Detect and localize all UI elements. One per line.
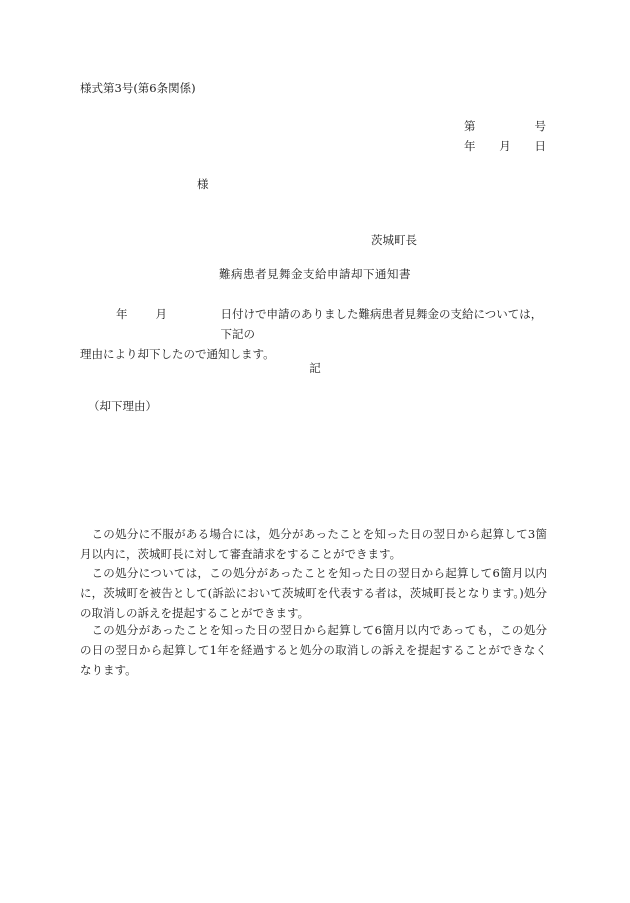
body-paragraph (80, 304, 547, 364)
rejection-reason-label: （却下理由） (88, 399, 157, 413)
form-id: 様式第3号(第6条関係) (80, 81, 196, 95)
notice-text: この処分に不服がある場合には，処分があったことを知った日の翌日から起算して3箇月以内に，茨城町長に対して審査請求をすることができます。 (80, 527, 547, 561)
notice-text: この処分があったことを知った日の翌日から起算して6箇月以内であっても，この処分の日の翌日から起算して1年を経過すると処分の取消しの訴えを提起することができなくなります。 (80, 623, 547, 677)
application-date (80, 304, 220, 344)
body-first-line (80, 304, 547, 344)
document-title: 難病患者見舞金支給申請却下通知書 (219, 267, 411, 281)
number-prefix: 第 (464, 119, 476, 133)
body-line2-text: 理由により却下したので通知します。 (80, 347, 275, 361)
date-day: 日 (534, 139, 546, 153)
body-line1-text: 日付けで申請のありました難病患者見舞金の支給については，下記の (220, 307, 543, 341)
application-year: 年 (116, 307, 128, 321)
appeal-notice-2 (80, 563, 547, 623)
issue-date-line (464, 138, 546, 154)
number-suffix: 号 (534, 119, 546, 133)
sender-name: 茨城町長 (371, 233, 417, 247)
ki-heading: 記 (309, 361, 321, 375)
date-year: 年 (464, 139, 476, 153)
recipient-suffix: 様 (197, 177, 209, 191)
appeal-notice-1 (80, 524, 547, 564)
appeal-notice-3 (80, 620, 547, 680)
notice-text: この処分については，この処分があったことを知った日の翌日から起算して6箇月以内に，茨城町を被告として(訴訟において茨城町を代表する者は，茨城町長となります。)処分の取消しの訴えを提起することができます。 (80, 566, 547, 620)
application-month: 月 (155, 307, 167, 321)
date-month: 月 (499, 139, 511, 153)
document-number-line (464, 118, 546, 134)
